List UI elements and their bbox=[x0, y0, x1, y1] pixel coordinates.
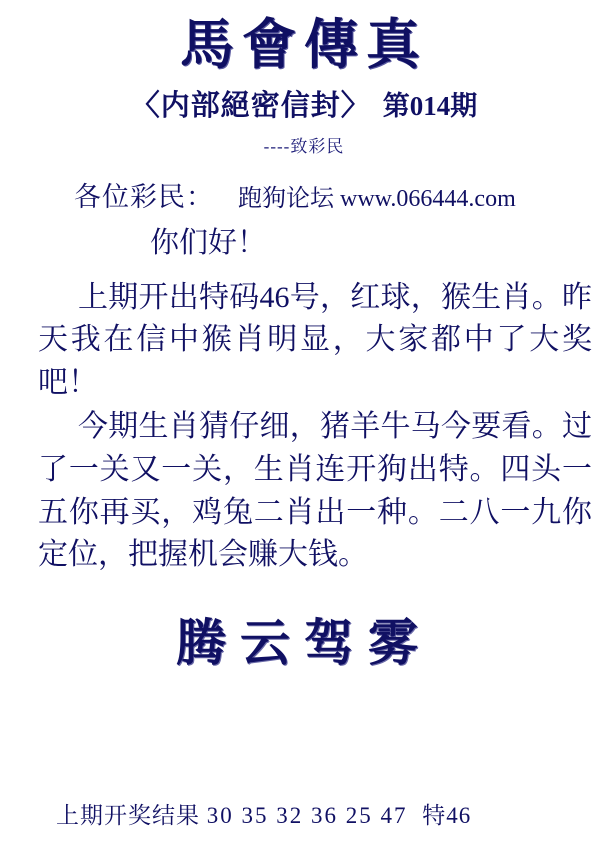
previous-result-numbers: 30 35 32 36 25 47 bbox=[206, 803, 408, 828]
greeting-second-line: 你们好！ bbox=[150, 226, 267, 259]
body-text bbox=[0, 277, 608, 577]
greeting-text: 各位彩民： bbox=[74, 181, 214, 212]
greeting-line bbox=[0, 175, 608, 214]
subtitle-text: 〈内部絕密信封〉 bbox=[130, 89, 371, 122]
previous-result-line bbox=[0, 797, 608, 830]
previous-result-special: 特46 bbox=[422, 803, 472, 828]
previous-result-label: 上期开奖结果 bbox=[56, 803, 200, 828]
body-paragraph-2: 今期生肖猜仔细，猪羊牛马今要看。过了一关又一关，生肖连开狗出特。四头一五你再买，鸡兔二肖出一种。二八一九你定位，把握机会赚大钱。 bbox=[38, 410, 592, 572]
subtitle-row bbox=[0, 83, 608, 124]
document-page bbox=[0, 12, 608, 854]
slogan-text: 腾云驾雾 bbox=[176, 612, 432, 672]
website-link[interactable]: 跑狗论坛 www.066444.com bbox=[238, 185, 516, 212]
issue-number: 第014期 bbox=[382, 90, 478, 121]
body-paragraph-1: 上期开出特码46号，红球，猴生肖。昨天我在信中猴肖明显，大家都中了大奖吧！ bbox=[38, 280, 592, 399]
dedication-line: ----致彩民 bbox=[263, 136, 345, 156]
page-title: 馬會傳真 bbox=[180, 12, 428, 76]
